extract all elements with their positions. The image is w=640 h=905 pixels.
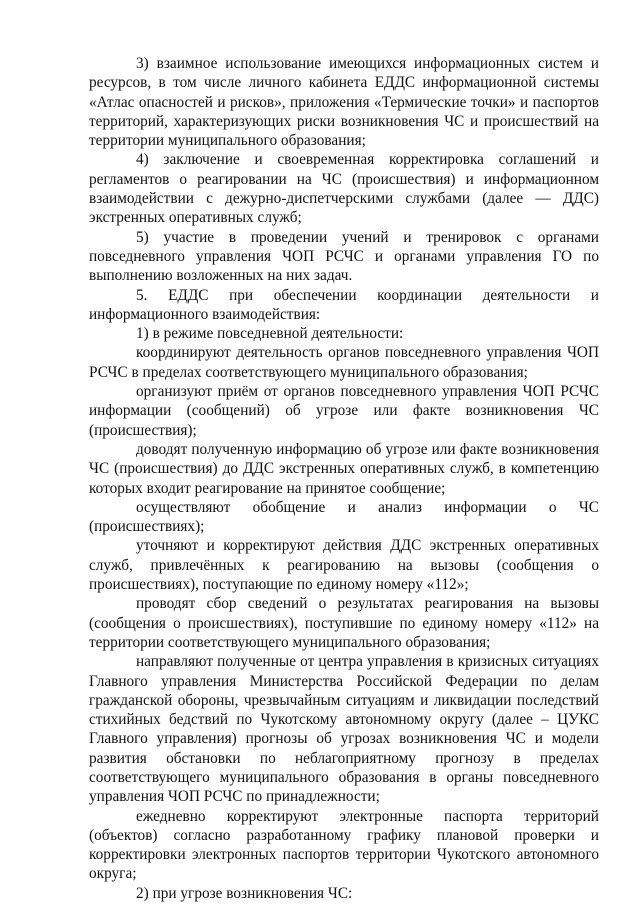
- section-heading-5: 5. ЕДДС при обеспечении координации деятельности и информационного взаимодействия:: [89, 286, 599, 323]
- paragraph-item-3: 3) взаимное использование имеющихся информационных систем и ресурсов, в том числе личного кабинета ЕДДС информационной системы «Атлас опасностей и рисков», приложения «Термические точки» и паспортов территорий, характеризующих риски возникновения ЧС и происшествий на территории муниципального образования;: [89, 55, 599, 150]
- duty-paragraph: организуют приём от органов повседневного управления ЧОП РСЧС информации (сообщений) об угрозе или факте возникновения ЧС (происшествия);: [89, 383, 599, 439]
- duty-paragraph: уточняют и корректируют действия ДДС экстренных оперативных служб, привлечённых к реагированию на вызовы (сообщения о происшествиях), поступающие по единому номеру «112»;: [89, 537, 599, 594]
- document-page: [89, 54, 599, 903]
- paragraph-item-5: 5) участие в проведении учений и тренировок с органами повседневного управления ЧОП РСЧС и органами управления ГО по выполнению возложенных на них задач.: [89, 228, 599, 285]
- duty-paragraph: проводят сбор сведений о результатах реагирования на вызовы (сообщения о происшествиях), поступившие по единому номеру «112» на территории соответствующего муниципального образования;: [89, 595, 599, 651]
- subsection-heading-2: 2) при угрозе возникновения ЧС:: [136, 884, 353, 902]
- subsection-heading-1: 1) в режиме повседневной деятельности:: [136, 325, 404, 343]
- duty-paragraph: координируют деятельность органов повседневного управления ЧОП РСЧС в пределах соответствующего муниципального образования;: [89, 344, 599, 381]
- duty-paragraph: осуществляют обобщение и анализ информации о ЧС (происшествиях);: [89, 498, 599, 536]
- duty-paragraph: ежедневно корректируют электронные паспорта территорий (объектов) согласно разработанному графику плановой проверки и корректировки электронных паспортов территории Чукотского автономного округа;: [89, 807, 599, 883]
- paragraph-item-4: 4) заключение и своевременная корректировка соглашений и регламентов о реагировании на ЧС (происшествия) и информационном взаимодействии с дежурно-диспетчерскими службами (далее — ДДС) экстренных оперативных служб;: [89, 151, 599, 227]
- duty-paragraph: доводят полученную информацию об угрозе или факте возникновения ЧС (происшествия) до ДДС экстренных оперативных служб, в компетенцию которых входит реагирование на принятое сообщение;: [89, 440, 599, 497]
- duty-paragraph: направляют полученные от центра управления в кризисных ситуациях Главного управления Министерства Российской Федерации по делам гражданской обороны, чрезвычайным ситуациям и ликвидации последствий стихийных бедствий по Чукотскому автономному округу (далее – ЦУКС Главного управления) прогнозы об угрозах возникновения ЧС и модели развития обстановки по неблагоприятному прогнозу в пределах соответствующего муниципального образования в органы повседневного управления ЧОП РСЧС по принадлежности;: [89, 653, 599, 806]
